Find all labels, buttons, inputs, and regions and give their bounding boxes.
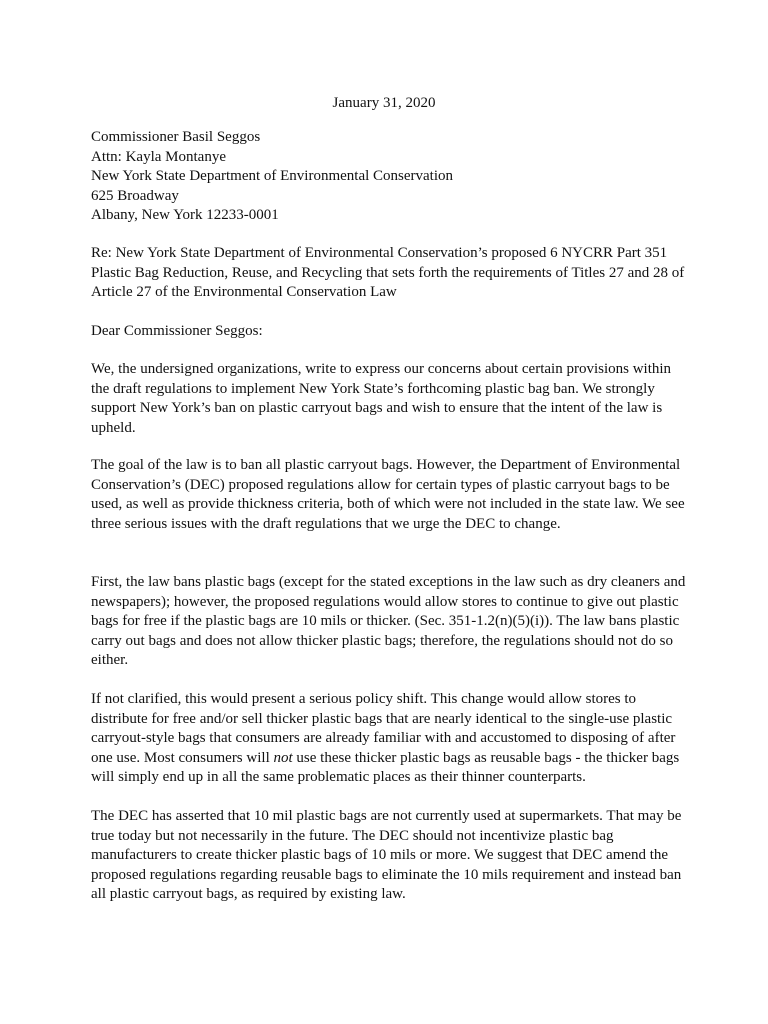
letter-date: January 31, 2020 (332, 95, 436, 111)
paragraph-1: We, the undersigned organizations, write to express our concerns about certain provisions within the draft regulations to implement New York State’s forthcoming plastic bag ban. We strongly support New York’s ban on plastic carryout bags and wish to ensure that the intent of the law is upheld. (91, 361, 672, 436)
paragraph-5: The DEC has asserted that 10 mil plastic bags are not currently used at supermarkets. That may be true today but not necessarily in the future. The DEC should not incentivize plastic bag manufacturers to create thicker plastic bags of 10 mils or more. We suggest that DEC amend the proposed regulations regarding reusable bags to eliminate the 10 mils requirement and instead ban all plastic carryout bags, as required by existing law. (91, 808, 682, 902)
paragraph-2: The goal of the law is to ban all plastic carryout bags. However, the Department of Environmental Conservation’s (DEC) proposed regulations allow for certain types of plastic carryout bags to be used, as well as provide thickness criteria, both of which were not included in the state law. We see three serious issues with the draft regulations that we urge the DEC to change. (91, 457, 685, 532)
recipient-street: 625 Broadway (91, 187, 179, 204)
paragraph-4-text-start: If not clarified, this would present a serious policy shift. This change would allow stores to distribute for free and/or sell thicker plastic bags that are nearly identical to the single-use plastic carryout-style bags that consumers are already familiar with and accustomed to disposing of after one use. Most consumers will (91, 691, 676, 766)
paragraph-4-text-end: use these thicker plastic bags as reusable bags - the thicker bags will simply end up in all the same problematic places as their thinner counterparts. (91, 749, 680, 785)
recipient-address (91, 128, 687, 226)
paragraph-4 (91, 690, 687, 788)
recipient-city: Albany, New York 12233-0001 (91, 207, 279, 223)
salutation: Dear Commissioner Seggos: (91, 323, 263, 339)
paragraph-3: First, the law bans plastic bags (except for the stated exceptions in the law such as dry cleaners and newspapers); however, the proposed regulations would allow stores to continue to give out plastic bags for free if the plastic bags are 10 mils or thicker. (Sec. 351-1.2(n)(5)(i)). The law bans plastic carry out bags and does not allow thicker plastic bags; therefore, the regulations should not do so either. (91, 574, 686, 668)
recipient-department: New York State Department of Environmental Conservation (91, 168, 454, 184)
recipient-name: Commissioner Basil Seggos (91, 129, 261, 145)
re-line: Re: New York State Department of Environmental Conservation’s proposed 6 NYCRR Part 351 Plastic Bag Reduction, Reuse, and Recycling that sets forth the requirements of Titles 27 and 28 of Article 27 of the Environmental Conservation Law (91, 245, 685, 300)
paragraph-4-emphasis: not (273, 749, 293, 766)
recipient-attn: Attn: Kayla Montanye (91, 148, 226, 165)
